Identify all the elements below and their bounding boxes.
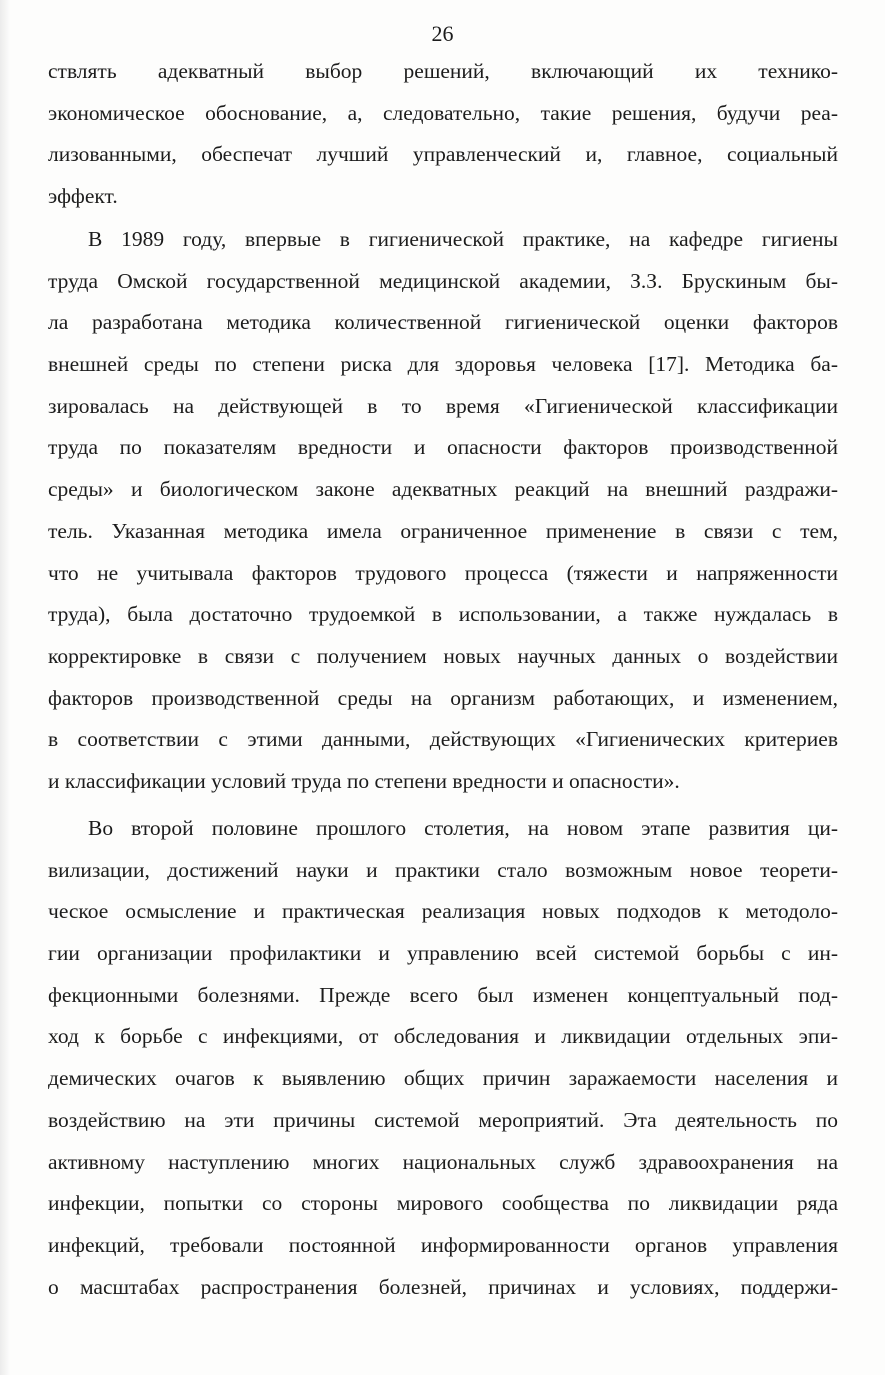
text-line: ход к борьбе с инфекциями, от обследования и ликвидации отдельных эпи- [48, 1024, 838, 1049]
text-line: зировалась на действующей в то время «Гигиенической классификации [48, 393, 838, 418]
text-line: о масштабах распространения болезней, причинах и условиях, поддержи- [48, 1274, 838, 1299]
text-line: эффект. [48, 184, 118, 209]
text-line: инфекции, попытки со стороны мирового сообщества по ликвидации ряда [48, 1191, 838, 1216]
text-line: экономическое обоснование, а, следовательно, такие решения, будучи реа- [48, 100, 838, 125]
paragraph-1 [48, 51, 838, 218]
text-line: среды» и биологическом законе адекватных реакций на внешний раздражи- [48, 477, 838, 502]
text-line: активному наступлению многих национальных служб здравоохранения на [48, 1149, 838, 1174]
text-line: и классификации условий труда по степени вредности и опасности». [48, 768, 680, 793]
text-line: воздействию на эти причины системой мероприятий. Эта деятельность по [48, 1107, 838, 1132]
text-line: факторов производственной среды на организм работающих, и изменением, [48, 685, 838, 710]
text-line: ческое осмысление и практическая реализация новых подходов к методоло- [48, 899, 838, 924]
page-number: 26 [431, 21, 454, 46]
text-line: что не учитывала факторов трудового процесса (тяжести и напряженности [48, 560, 838, 585]
text-line: демических очагов к выявлению общих причин заражаемости населения и [48, 1066, 838, 1091]
paragraph-2 [48, 219, 838, 803]
paragraph-3 [48, 808, 838, 1308]
text-line: ствлять адекватный выбор решений, включающий их технико- [48, 59, 838, 83]
text-line: тель. Указанная методика имела ограниченное применение в связи с тем, [48, 518, 838, 543]
text-line: ла разработана методика количественной гигиенической оценки факторов [48, 310, 838, 335]
text-line: лизованными, обеспечат лучший управленческий и, главное, социальный [48, 142, 838, 167]
text-line: фекционными болезнями. Прежде всего был изменен концептуальный под- [48, 982, 838, 1007]
text-line: гии организации профилактики и управлению всей системой борьбы с ин- [48, 941, 838, 966]
text-line: вилизации, достижений науки и практики стало возможным новое теорети- [48, 857, 838, 882]
text-line: В 1989 году, впервые в гигиенической практике, на кафедре гигиены [88, 227, 838, 251]
text-line: Во второй половине прошлого столетия, на новом этапе развития ци- [88, 816, 838, 840]
scan-edge-shadow [0, 0, 10, 1375]
text-line: труда по показателям вредности и опасности факторов производственной [48, 435, 838, 460]
text-line: корректировке в связи с получением новых научных данных о воздействии [48, 643, 838, 668]
text-line: труда), была достаточно трудоемкой в использовании, а также нуждалась в [48, 602, 838, 627]
text-line: внешней среды по степени риска для здоровья человека [17]. Методика ба- [48, 352, 838, 377]
text-line: в соответствии с этими данными, действующих «Гигиенических критериев [48, 727, 838, 752]
text-line: инфекций, требовали постоянной информированности органов управления [48, 1232, 838, 1257]
text-line: труда Омской государственной медицинской академии, З.З. Брускиным бы- [48, 268, 838, 293]
